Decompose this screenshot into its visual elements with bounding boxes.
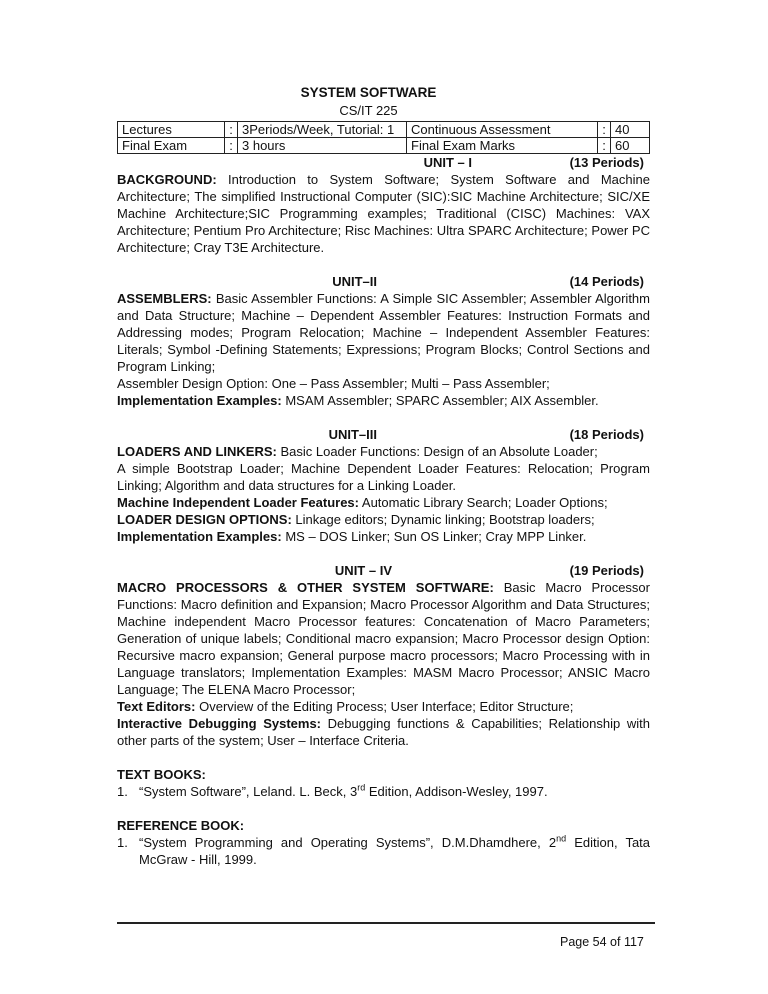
unit-title: UNIT–II [332,274,377,289]
unit-4-heading [117,562,650,579]
table-cell: 3Periods/Week, Tutorial: 1 [238,122,407,138]
unit-title: UNIT – IV [334,563,392,578]
document-page [117,84,650,868]
paragraph-text: MS – DOS Linker; Sun OS Linker; Cray MPP Linker. [281,529,587,544]
list-text: “System Programming and Operating Systems”, D.M.Dhamdhere, 2nd Edition, Tata McGraw - Hill, 1999. [139,833,651,867]
unit-periods: (13 Periods) [569,155,644,170]
list-number: 1. [117,835,128,850]
footer-divider [117,922,655,924]
paragraph-label: LOADERS AND LINKERS: [117,444,277,459]
unit-4-paragraph [117,698,650,715]
unit-periods: (18 Periods) [569,427,644,442]
table-row [118,122,650,138]
paragraph-text: Overview of the Editing Process; User Interface; Editor Structure; [195,699,574,714]
paragraph-text: MSAM Assembler; SPARC Assembler; AIX Assembler. [281,393,599,408]
course-title: SYSTEM SOFTWARE [300,85,437,100]
paragraph-label: Machine Independent Loader Features: [117,495,359,510]
unit-title: UNIT–III [328,427,377,442]
unit-title: UNIT – I [423,155,472,170]
paragraph-label: LOADER DESIGN OPTIONS: [117,512,292,527]
table-cell: : [598,138,611,154]
paragraph-label: MACRO PROCESSORS & OTHER SYSTEM SOFTWARE: [117,580,494,595]
unit-2-paragraph [117,375,650,392]
unit-3-heading [117,426,650,443]
unit-4-paragraph [117,579,650,698]
unit-3-paragraph [117,443,650,460]
unit-2-paragraph [117,392,650,409]
table-cell: : [225,122,238,138]
table-cell: Lectures [118,122,225,138]
unit-1-paragraph [117,171,650,256]
table-cell: Final Exam [118,138,225,154]
unit-3-paragraph [117,511,650,528]
paragraph-label: Interactive Debugging Systems: [117,716,322,731]
paragraph-label: BACKGROUND: [117,172,217,187]
unit-3-paragraph [117,528,650,545]
table-cell: 60 [611,138,650,154]
unit-3-paragraph [117,460,650,494]
list-item [117,834,650,868]
reference-heading: REFERENCE BOOK: [117,818,245,833]
paragraph-text: Basic Loader Functions: Design of an Absolute Loader; [276,444,598,459]
unit-2-heading [117,273,650,290]
paragraph-text: Assembler Design Option: One – Pass Assembler; Multi – Pass Assembler; [117,376,550,391]
unit-3-paragraph [117,494,650,511]
table-row [118,138,650,154]
paragraph-text: Introduction to System Software; System Software and Machine Architecture; The simplified Instructional Computer (SIC):SIC Machine Architecture; SIC/XE Machine Architecture;SIC Programming examples; Traditional (CISC) Machines: VAX Architecture; Pentium Pro Architecture; Risc Machines: Ultra SPARC Architecture; Power PC Architecture; Cray T3E Architecture. [117,172,650,255]
course-code: CS/IT 225 [339,103,398,118]
page-number: Page 54 of 117 [560,935,644,949]
paragraph-label: Text Editors: [117,699,196,714]
unit-4-paragraph [117,715,650,749]
unit-periods: (14 Periods) [569,274,644,289]
unit-periods: (19 Periods) [569,563,644,578]
paragraph-text: Basic Assembler Functions: A Simple SIC Assembler; Assembler Algorithm and Data Structure; Machine – Dependent Assembler Features: Instruction Formats and Addressing modes; Program Relocation; Machine – Independent Assembler Features: Literals; Symbol -Defining Statements; Expressions; Program Blocks; Control Sections and Program Linking; [117,291,650,374]
unit-1-heading [117,154,650,171]
list-text: “System Software”, Leland. L. Beck, 3rd Edition, Addison-Wesley, 1997. [139,782,548,799]
course-meta-table [117,121,650,154]
paragraph-label: Implementation Examples: [117,393,282,408]
table-cell: Continuous Assessment [407,122,598,138]
paragraph-label: Implementation Examples: [117,529,282,544]
paragraph-label: ASSEMBLERS: [117,291,212,306]
table-cell: 3 hours [238,138,407,154]
table-cell: Final Exam Marks [407,138,598,154]
paragraph-text: Linkage editors; Dynamic linking; Bootstrap loaders; [291,512,595,527]
paragraph-text: Basic Macro Processor Functions: Macro definition and Expansion; Macro Processor Algorithm and Data Structures; Machine independent Macro Processor features: Concatenation of Macro Parameters; Generation of unique labels; Conditional macro expansion; Macro Processor design Option: Recursive macro expansion; General purpose macro processors; Macro Processing with in Language translators; Implementation Examples: MASM Macro Processor; ANSIC Macro Language; The ELENA Macro Processor; [117,580,650,697]
table-cell: : [225,138,238,154]
paragraph-text: Automatic Library Search; Loader Options; [359,495,608,510]
paragraph-text: A simple Bootstrap Loader; Machine Dependent Loader Features: Relocation; Program Linking; Algorithm and data structures for a Linking Loader. [117,461,650,493]
list-number: 1. [117,784,128,799]
textbooks-heading: TEXT BOOKS: [117,767,206,782]
list-item [117,783,650,800]
table-cell: : [598,122,611,138]
unit-2-paragraph [117,290,650,375]
table-cell: 40 [611,122,650,138]
paragraph-text: Debugging functions & Capabilities; Relationship with other parts of the system; User – Interface Criteria. [117,716,650,748]
